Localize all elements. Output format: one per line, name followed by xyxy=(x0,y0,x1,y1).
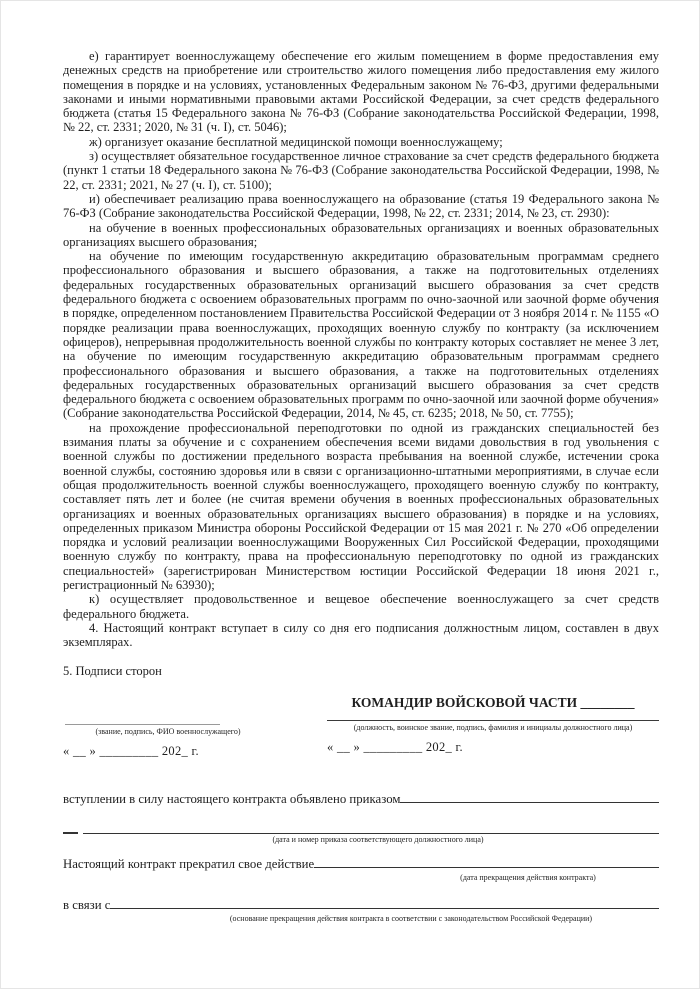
termination-reason-label: в связи с xyxy=(63,897,111,912)
order-announcement-label: вступлении в силу настоящего контракта объявлено приказом xyxy=(63,791,401,806)
paragraph-education-military-orgs: на обучение в военных профессиональных образовательных организациях и военных образовательных организациях высшего образования; xyxy=(63,220,659,249)
order-blank-line xyxy=(400,789,659,803)
termination-reason-caption: (основание прекращения действия контракта в соответствии с законодательством Российской Федерации) xyxy=(229,913,593,923)
page-content xyxy=(63,49,659,924)
termination-reason-blank-line xyxy=(110,895,659,909)
serviceman-signature-line xyxy=(65,724,220,725)
order-continuation-line xyxy=(83,821,659,834)
serviceman-signature-block xyxy=(63,695,288,759)
serviceman-date-line: « __ » _________ 202_ г. xyxy=(63,743,199,758)
paragraph-professional-retraining: на прохождение профессиональной переподготовки по одной из гражданских специальностей без взимания платы за обучение и с сохранением обеспечения всеми видами довольствия в год увольнения с военной службы по достижении предельного возраста пребывания на военной службе, истечении срока военной службы, состоянию здоровья или в связи с организационно-штатными мероприятиями, в случае если общая продолжительность военной службы военнослужащего, проходящего военную службу по контракту, составляет пять лет и более (не считая времени обучения в военных профессиональных образовательных организациях и военных образовательных организациях высшего образования) в порядке и на условиях, определенных приказом Министра обороны Российской Федерации от 15 мая 2021 г. № 270 «Об определении порядка и условий реализации военнослужащими Вооруженных Сил Российской Федерации, проходящими военную службу по контракту, права на профессиональную переподготовку по одной из гражданских специальностей» (зарегистрирован Министерством юстиции Российской Федерации 18 июня 2021 г., регистрационный № 63930); xyxy=(63,420,659,592)
commander-date-line: « __ » _________ 202_ г. xyxy=(327,739,463,754)
order-continuation-dash xyxy=(63,820,78,834)
commander-signature-line xyxy=(327,720,659,721)
paragraph-4-entry-into-force: 4. Настоящий контракт вступает в силу со дня его подписания должностным лицом, составлен в двух экземплярах. xyxy=(63,620,659,650)
contract-body xyxy=(63,49,659,679)
termination-caption: (дата прекращения действия контракта) xyxy=(460,872,596,882)
termination-reason-row xyxy=(63,895,659,913)
paragraph-education-accredited-programs: на обучение по имеющим государственную аккредитацию образовательным программам среднего профессионального образования и высшего образования, а также на подготовительных отделениях федеральных государственных образовательных организаций высшего образования за счет средств федерального бюджета с освоением образовательных программ по очно-заочной или заочной форме обучения в порядке, определенном постановлением Правительства Российской Федерации от 3 ноября 2014 г. № 1155 «О порядке реализации права военнослужащих, проходящих военную службу по контракту (за исключением офицеров), непрерывная продолжительность военной службы по контракту которых составляет не менее 3 лет, на обучение по имеющим государственную аккредитацию образовательным программам среднего профессионального образования и высшего образования, а также на подготовительных отделениях федеральных государственных образовательных организаций высшего образования за счет средств федерального бюджета с освоением образовательных программ по очно-заочной или заочной форме обучения» (Собрание законодательства Российской Федерации, 2014, № 45, ст. 6235; 2018, № 50, ст. 7755); xyxy=(63,249,659,421)
paragraph-k-provisions: к) осуществляет продовольственное и вещевое обеспечение военнослужащего за счет средств федерального бюджета. xyxy=(63,592,659,621)
signatures-block xyxy=(63,695,659,759)
paragraph-i-education: и) обеспечивает реализацию права военнослужащего на образование (статья 19 Федерального закона № 76-ФЗ (Собрание законодательства Российской Федерации, 1998, № 22, ст. 2331; 2014, № 23, ст. 2930): xyxy=(63,191,659,221)
section-5-heading: 5. Подписи сторон xyxy=(63,664,162,679)
order-continuation-row xyxy=(63,820,659,834)
order-caption: (дата и номер приказа соответствующего должностного лица) xyxy=(272,834,484,844)
paragraph-e-housing: е) гарантирует военнослужащему обеспечение его жилым помещением в форме предоставления ему денежных средств на приобретение или строительство жилого помещения либо предоставления ему жилого помещения в порядке и на условиях, установленных Федеральным законом № 76-ФЗ, другими федеральными законами и иными нормативными правовыми актами Российской Федерации, за счет средств федерального бюджета (статья 15 Федерального закона № 76-ФЗ (Собрание законодательства Российской Федерации, 1998, № 22, ст. 2331; 2020, № 31 (ч. I), ст. 5046); xyxy=(63,49,659,135)
paragraph-z-insurance: з) осуществляет обязательное государственное личное страхование за счет средств федерального бюджета (пункт 1 статьи 18 Федерального закона № 76-ФЗ (Собрание законодательства Российской Федерации, 1998, № 22, ст. 2331; 2021, № 27 (ч. I), ст. 5100); xyxy=(63,149,659,192)
termination-row xyxy=(63,854,659,872)
termination-label: Настоящий контракт прекратил свое действие xyxy=(63,856,315,871)
paragraph-zh-medical: ж) организует оказание бесплатной медицинской помощи военнослужащему; xyxy=(89,134,503,149)
commander-signature-caption: (должность, воинское звание, подпись, фамилия и инициалы должностного лица) xyxy=(353,722,633,732)
serviceman-signature-caption: (звание, подпись, ФИО военнослужащего) xyxy=(95,726,241,736)
order-announcement-row xyxy=(63,789,659,807)
commander-signature-block xyxy=(327,695,659,759)
commander-heading: КОМАНДИР ВОЙСКОВОЙ ЧАСТИ ________ xyxy=(351,694,635,710)
termination-blank-line xyxy=(314,854,659,868)
